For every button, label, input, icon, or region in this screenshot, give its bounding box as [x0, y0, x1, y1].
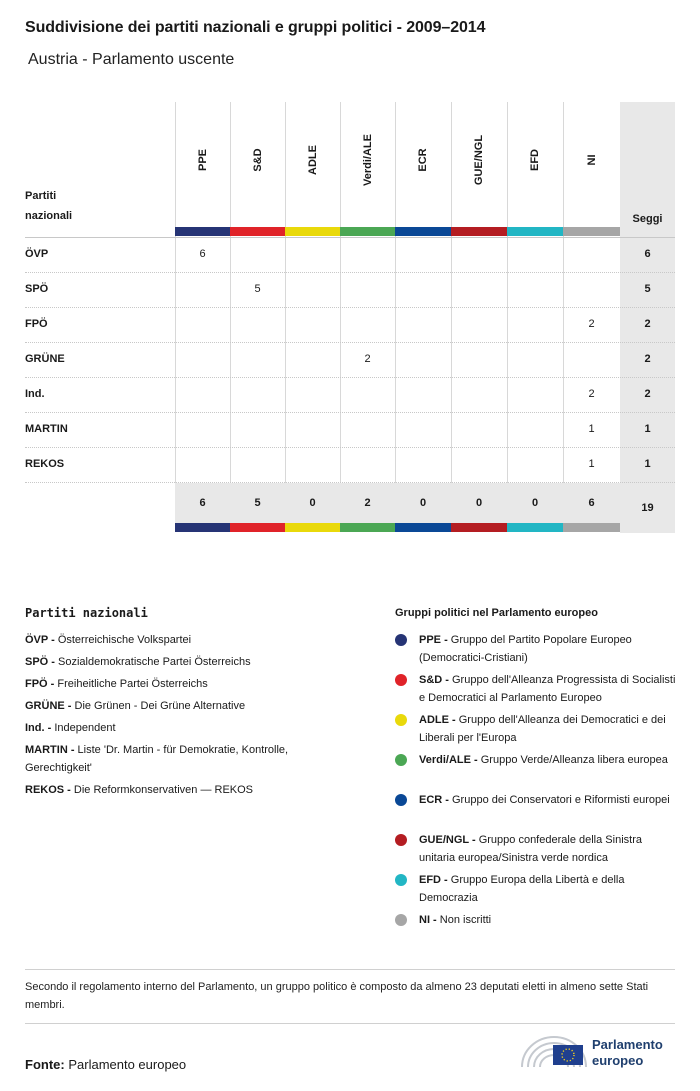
grand-total: 19	[641, 502, 654, 514]
legend-party-item	[25, 653, 355, 671]
group-color-bar	[563, 227, 620, 236]
group-color-bar	[285, 227, 340, 236]
source-value: Parlamento europeo	[68, 1057, 187, 1072]
row-party-name: ÖVP	[25, 248, 49, 260]
header-divider	[25, 237, 675, 238]
legend-group-name: Gruppo del Partito Popolare Europeo (Democratici-Cristiani)	[419, 634, 632, 664]
table-cell: 1	[588, 458, 595, 470]
table-cell: 2	[588, 318, 595, 330]
legend-group-name: Gruppo dell'Alleanza dei Democratici e dei Liberali per l'Europa	[419, 714, 666, 744]
legend-group-abbr: Verdi/ALE -	[419, 754, 481, 766]
group-color-bar	[507, 523, 563, 532]
group-color-dot-icon	[395, 754, 407, 766]
group-color-bar	[451, 227, 507, 236]
legend-group-abbr: NI -	[419, 914, 440, 926]
legend-group-abbr: ADLE -	[419, 714, 459, 726]
legend-party-name: Österreichische Volkspartei	[57, 634, 192, 646]
row-total: 1	[644, 423, 651, 435]
group-color-dot-icon	[395, 794, 407, 806]
seats-header: Seggi	[632, 213, 663, 225]
group-total: 6	[588, 497, 595, 509]
legend-party-abbr: REKOS -	[25, 784, 74, 796]
legend-group-abbr: GUE/NGL -	[419, 834, 479, 846]
group-color-dot-icon	[395, 714, 407, 726]
group-color-bar	[175, 227, 230, 236]
group-header-label: EFD	[529, 149, 541, 171]
national-parties-legend-title: Partiti nazionali	[25, 606, 148, 620]
group-header-ecr	[395, 102, 451, 227]
legend-group-item	[395, 631, 680, 669]
source-line	[25, 1057, 186, 1072]
page-subtitle: Austria - Parlamento uscente	[28, 51, 235, 68]
group-color-bar	[395, 523, 451, 532]
group-color-bar	[451, 523, 507, 532]
legend-group-item	[395, 871, 680, 909]
legend-group-item	[395, 671, 680, 709]
divider	[25, 1023, 675, 1024]
group-header-guengl	[451, 102, 507, 227]
group-color-bar	[175, 523, 230, 532]
table-cell: 1	[588, 423, 595, 435]
legend-group-name: Gruppo Verde/Alleanza libera europea	[480, 754, 668, 766]
legend-group-item	[395, 751, 680, 789]
group-color-dot-icon	[395, 914, 407, 926]
legend-party-name: Die Grünen - Dei Grüne Alternative	[74, 700, 246, 712]
legend-party-abbr: Ind. -	[25, 722, 55, 734]
source-label: Fonte:	[25, 1057, 65, 1072]
legend-group-abbr: S&D -	[419, 674, 452, 686]
group-color-dot-icon	[395, 634, 407, 646]
legend-group-text	[419, 791, 679, 809]
divider	[25, 969, 675, 970]
legend-group-text	[419, 711, 679, 747]
group-color-bar	[230, 227, 285, 236]
row-party-name: SPÖ	[25, 283, 49, 295]
group-total: 0	[419, 497, 427, 509]
legend-party-item	[25, 719, 355, 737]
group-color-bar	[230, 523, 285, 532]
row-party-name: GRÜNE	[25, 353, 65, 365]
row-party-name: Ind.	[25, 388, 45, 400]
legend-party-abbr: SPÖ -	[25, 656, 59, 668]
legend-group-name: Gruppo dell'Alleanza Progressista di Socialisti e Democratici al Parlamento Europeo	[419, 674, 676, 704]
legend-group-text	[419, 911, 679, 929]
legend-group-item	[395, 831, 680, 869]
legend-group-item	[395, 911, 680, 949]
group-color-dot-icon	[395, 674, 407, 686]
legend-party-name: Freiheitliche Partei Österreichs	[57, 678, 208, 690]
table-cell: 2	[364, 353, 371, 365]
group-header-label: ADLE	[306, 145, 319, 175]
legend-party-item	[25, 675, 355, 693]
legend-group-name: Gruppo confederale della Sinistra unitaria europea/Sinistra verde nordica	[419, 834, 642, 864]
european-parliament-hemicycle-icon	[520, 1033, 588, 1069]
group-header-label: GUE/NGL	[473, 134, 485, 186]
legend-group-abbr: ECR -	[419, 794, 452, 806]
group-header-ni	[563, 102, 620, 227]
group-header-ppe	[175, 102, 230, 227]
footnote: Secondo il regolamento interno del Parlamento, un gruppo politico è composto da almeno 23 deputati eletti in almeno sette Stati membri.	[25, 981, 649, 1011]
seat-distribution-table	[25, 102, 675, 533]
legend-group-abbr: EFD -	[419, 874, 451, 886]
row-party-name: FPÖ	[25, 318, 48, 330]
group-total: 5	[254, 497, 261, 509]
group-header-sd	[230, 102, 285, 227]
legend-party-name: Die Reformkonservativen — REKOS	[73, 784, 254, 796]
legend-group-text	[419, 831, 679, 867]
political-groups-legend-title: Gruppi politici nel Parlamento europeo	[395, 607, 598, 619]
legend-party-name: Independent	[54, 722, 116, 734]
logo-line-2: europeo	[592, 1053, 644, 1068]
row-total: 2	[644, 353, 651, 365]
row-total: 1	[644, 458, 651, 470]
legend-party-name: Sozialdemokratische Partei Österreichs	[58, 656, 251, 668]
legend-group-name: Gruppo Europa della Libertà e della Democrazia	[419, 874, 625, 904]
group-header-label: ECR	[417, 148, 429, 172]
group-header-efd	[507, 102, 563, 227]
group-header-label: NI	[585, 154, 598, 166]
legend-party-name: Liste 'Dr. Martin - für Demokratie, Kontrolle, Gerechtigkeit'	[25, 744, 289, 774]
table-cell: 2	[588, 388, 595, 400]
group-total: 0	[475, 497, 483, 509]
group-header-label: PPE	[196, 148, 209, 172]
table-cell: 6	[199, 248, 206, 260]
group-total: 6	[199, 497, 206, 509]
group-color-bar	[563, 523, 620, 532]
row-party-name: MARTIN	[25, 423, 68, 435]
national-parties-header: Partiti nazionali	[25, 190, 73, 222]
table-cell: 5	[254, 283, 261, 295]
legend-group-name: Non iscritti	[439, 914, 492, 926]
legend-group-item	[395, 711, 680, 749]
row-total: 5	[644, 283, 651, 295]
group-color-dot-icon	[395, 874, 407, 886]
legend-party-item	[25, 631, 355, 649]
group-total: 0	[531, 497, 539, 509]
logo-line-1: Parlamento	[592, 1037, 663, 1052]
group-header-label: S&D	[251, 148, 264, 172]
legend-party-item	[25, 741, 355, 777]
row-total: 2	[644, 318, 651, 330]
group-color-bar	[395, 227, 451, 236]
group-total: 2	[364, 497, 371, 509]
legend-party-abbr: MARTIN -	[25, 744, 78, 756]
row-total: 6	[644, 248, 651, 260]
group-color-bar	[507, 227, 563, 236]
group-color-bar	[285, 523, 340, 532]
row-party-name: REKOS	[25, 458, 65, 470]
legend-group-text	[419, 631, 679, 667]
group-color-dot-icon	[395, 834, 407, 846]
parliament-logo	[520, 1033, 680, 1073]
group-color-bar	[340, 227, 395, 236]
row-total: 2	[644, 388, 651, 400]
group-header-label: Verdi/ALE	[361, 134, 374, 186]
group-header-adle	[285, 102, 340, 227]
legend-group-name: Gruppo dei Conservatori e Riformisti europei	[452, 794, 670, 806]
group-total: 0	[309, 497, 316, 509]
group-color-bar	[340, 523, 395, 532]
legend-party-item	[25, 781, 355, 799]
row-divider	[25, 272, 675, 273]
legend-group-item	[395, 791, 680, 829]
legend-group-abbr: PPE -	[419, 634, 451, 646]
legend-group-text	[419, 871, 679, 907]
legend-party-abbr: ÖVP -	[25, 634, 58, 646]
legend-group-text	[419, 751, 679, 769]
page-title: Suddivisione dei partiti nazionali e gruppi politici - 2009–2014	[25, 19, 486, 36]
legend-party-abbr: GRÜNE -	[25, 700, 75, 712]
legend-group-text	[419, 671, 679, 707]
legend-party-abbr: FPÖ -	[25, 678, 58, 690]
group-header-verdiale	[340, 102, 395, 227]
legend-party-item	[25, 697, 355, 715]
logo-text	[592, 1037, 682, 1069]
